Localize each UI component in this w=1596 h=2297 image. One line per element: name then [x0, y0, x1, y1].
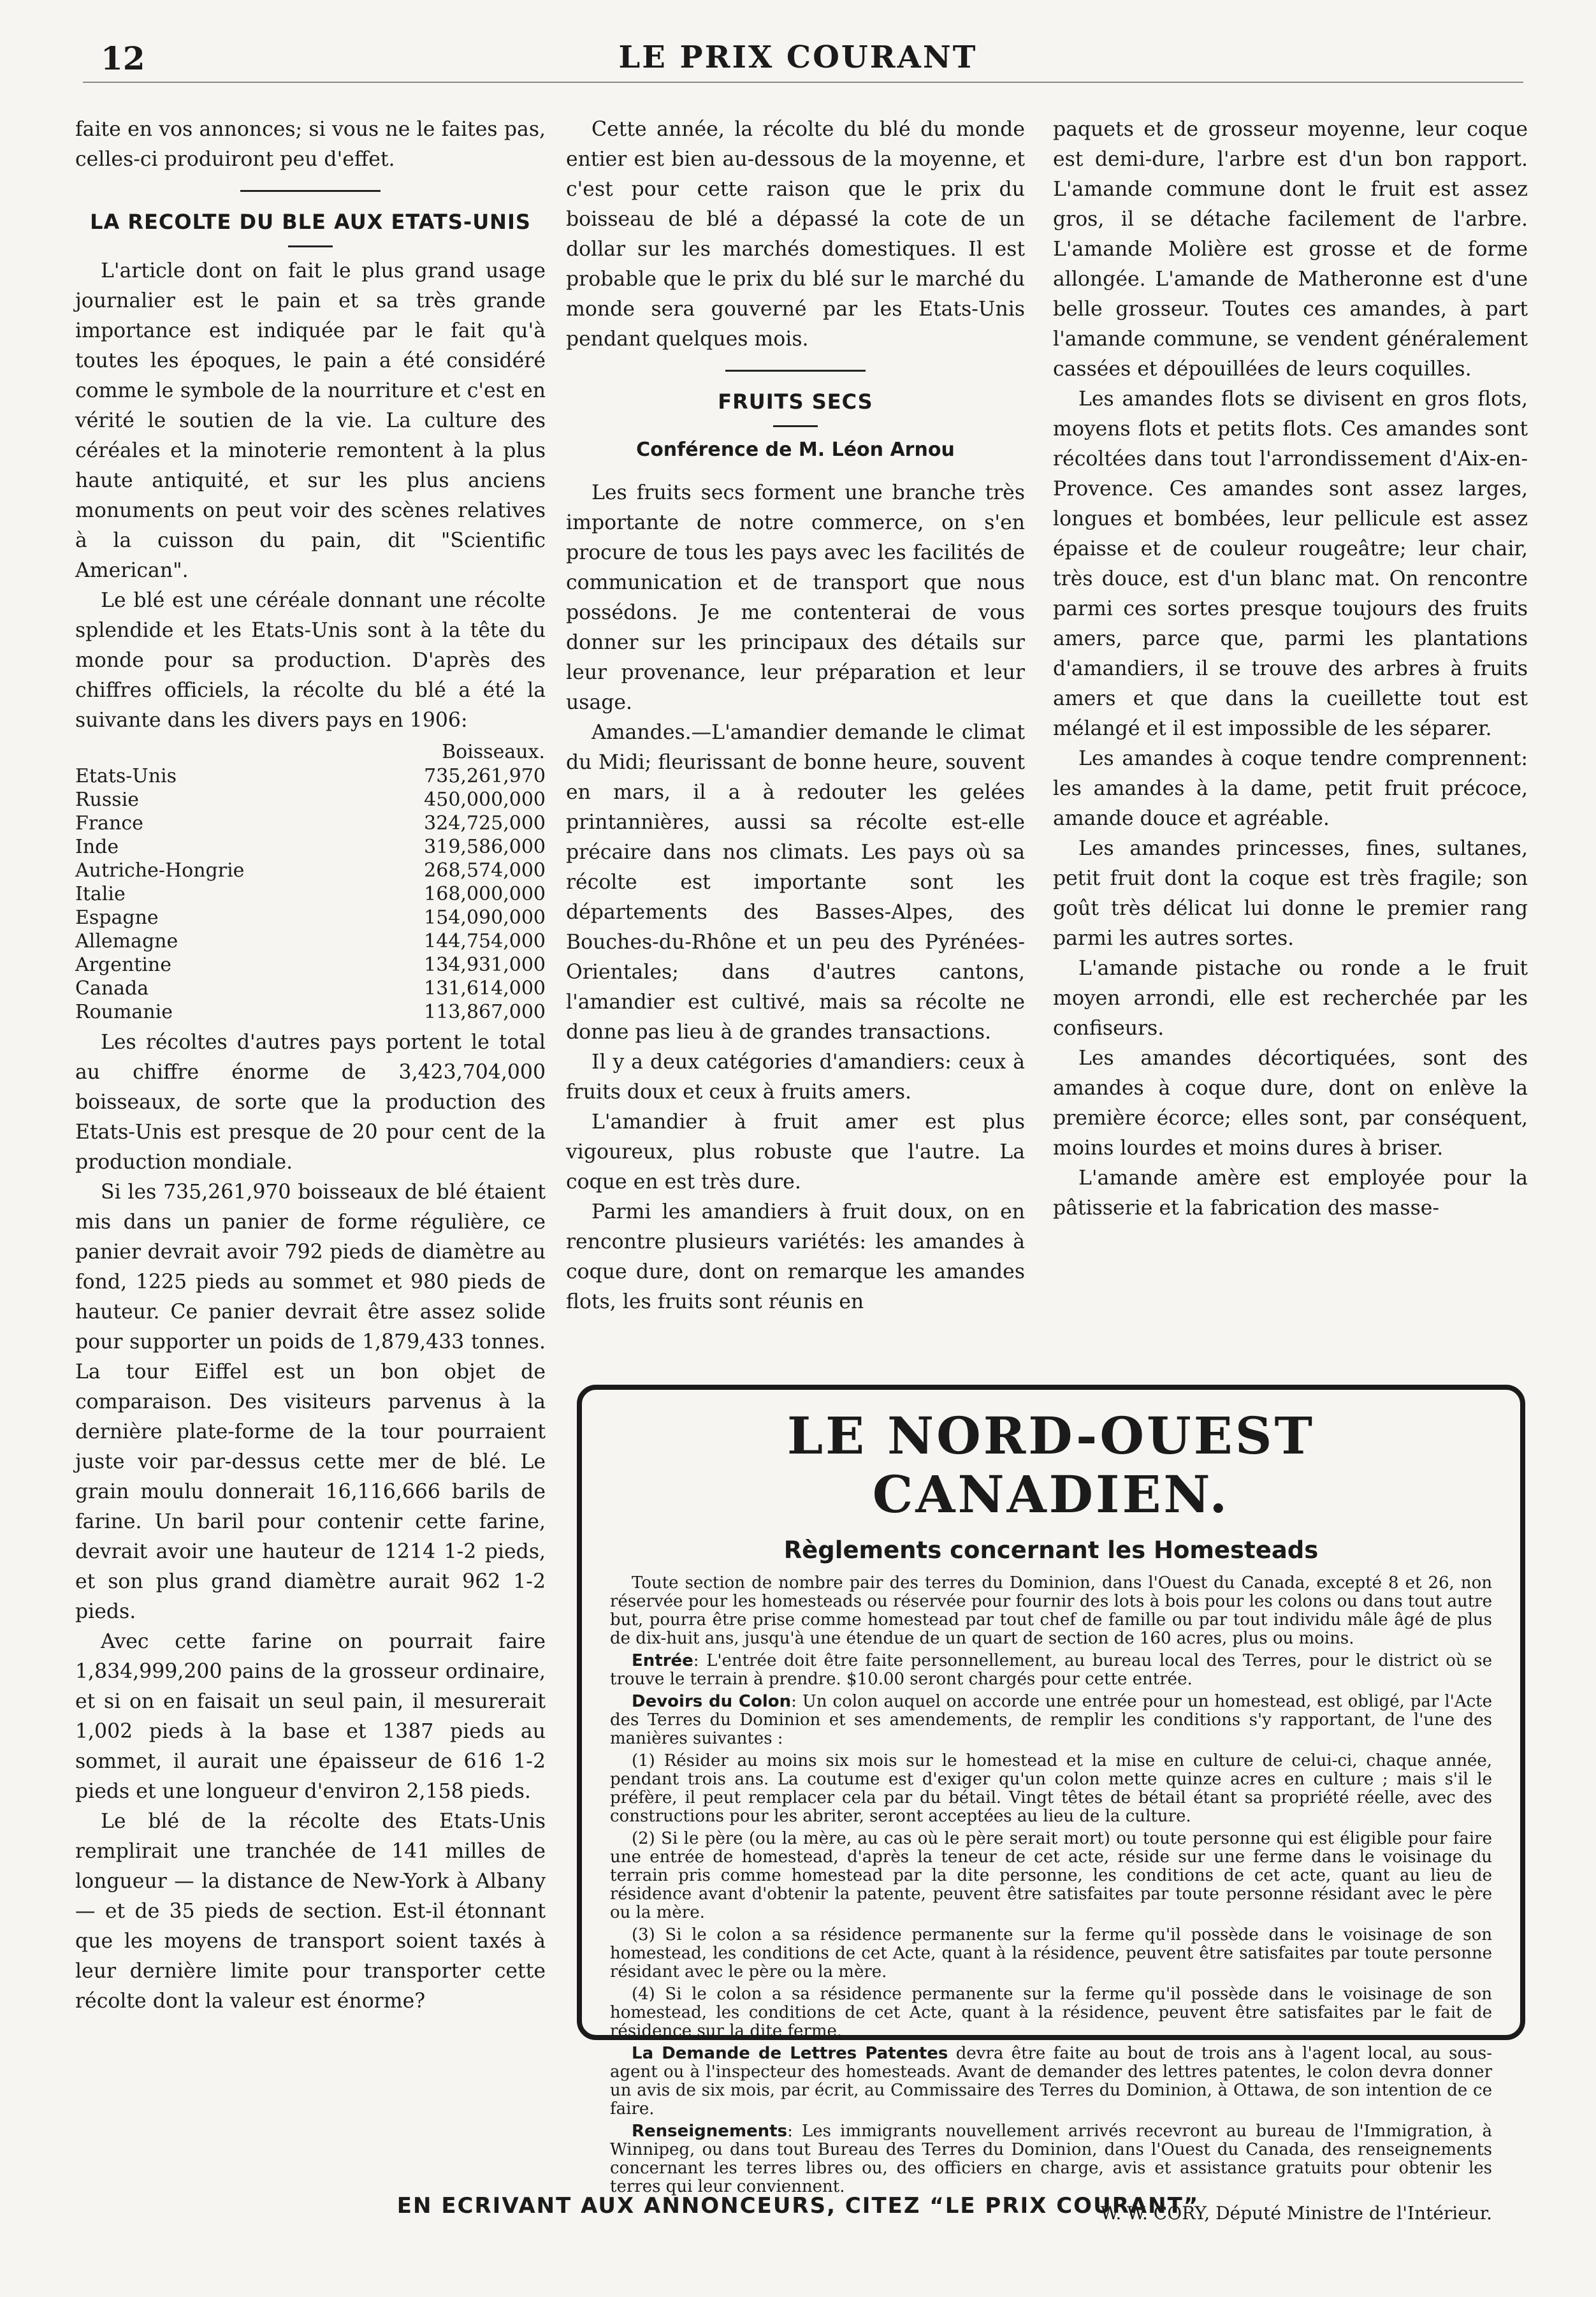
country-cell: Argentine	[75, 954, 172, 976]
ad-entree	[610, 1652, 1492, 1689]
value-cell: 144,754,000	[424, 930, 546, 952]
ad-devoirs-text: : Un colon auquel on accorde une entrée pour un homestead, est obligé, par l'Acte des Terres du Dominion et ses amendements, de remplir les conditions s'y rapportant, de l'une des manières suivantes :	[610, 1692, 1492, 1748]
section-divider	[725, 370, 866, 372]
country-cell: Etats-Unis	[75, 765, 177, 787]
article-paragraph: Les amandes décortiquées, sont des amandes à coque dure, dont on enlève la première écorce; elles sont, par conséquent, moins lourdes et moins dures à briser.	[1053, 1047, 1528, 1160]
title-rule	[288, 245, 333, 247]
table-row	[75, 812, 546, 835]
ad-devoirs	[610, 1693, 1492, 1748]
ad-signature: W. W. CORY, Député Ministre de l'Intérieur.	[1100, 2203, 1492, 2224]
ad-title: LE NORD-OUEST CANADIEN.	[787, 1406, 1316, 1524]
value-cell: 450,000,000	[424, 789, 546, 811]
header-rule	[83, 82, 1523, 83]
table-row	[75, 788, 546, 812]
section-title-fruits-secs: FRUITS SECS	[718, 390, 873, 414]
country-cell: Russie	[75, 789, 140, 811]
section-divider	[240, 190, 381, 192]
article-paragraph: L'article dont on fait le plus grand usage journalier est le pain et sa très grande importance est indiquée par le fait qu'à toutes les époques, le pain a été considéré comme le symbole de la nourriture et c'est en vérité le soutien de la vie. La culture des céréales et la minoterie remontent à la plus haute antiquité, et sur les plus anciens monuments on peut voir des scènes relatives à la cuisson du pain, dit "Scientific American".	[75, 259, 546, 582]
intro-paragraph: faite en vos annonces; si vous ne le faites pas, celles-ci produiront peu d'effet.	[75, 118, 546, 171]
article-paragraph: Il y a deux catégories d'amandiers: ceux à fruits doux et ceux à fruits amers.	[566, 1051, 1025, 1104]
article-paragraph: Les amandes à coque tendre comprennent: les amandes à la dame, petit fruit précoce, amande douce et agréable.	[1053, 747, 1528, 830]
table-row	[75, 859, 546, 882]
ad-body	[610, 1574, 1492, 2222]
ad-demande-text: devra être faite au bout de trois ans à l'agent local, au sous-agent ou à l'inspecteur des homesteads. Avant de demander des lettres patentes, le colon devra donner un avis de six mois, par écrit, au Commissaire des Terres du Dominion, à Ottawa, de son intention de ce faire.	[610, 2044, 1492, 2118]
article-paragraph: Les récoltes d'autres pays portent le total au chiffre énorme de 3,423,704,000 boisseaux, de sorte que la production des Etats-Unis est presque de 20 pour cent de la production mondiale.	[75, 1031, 546, 1174]
country-cell: Roumanie	[75, 1001, 173, 1023]
value-cell: 154,090,000	[424, 907, 546, 929]
masthead-title: LE PRIX COURANT	[618, 40, 978, 75]
footer-notice: EN ECRIVANT AUX ANNONCEURS, CITEZ “LE PRIX COURANT”	[396, 2193, 1200, 2219]
table-row	[75, 953, 546, 977]
table-row	[75, 764, 546, 788]
table-row	[75, 1000, 546, 1024]
table-row	[75, 882, 546, 906]
page-number: 12	[101, 40, 145, 77]
article-paragraph: Les amandes flots se divisent en gros flots, moyens flots et petits flots. Ces amandes sont récoltées dans tout l'arrondissement d'Aix-en-Provence. Ces amandes sont assez larges, longues et bombées, leur pellicule est assez épaisse et de couleur rougeâtre; leur chair, très douce, est d'un blanc mat. On rencontre parmi ces sortes presque toujours des fruits amers, parce que, parmi les plantations d'amandiers, il se trouve des arbres à fruits amers et que dans la cueillette tout est mélangé et il est impossible de les séparer.	[1053, 388, 1528, 740]
column-2	[566, 115, 1025, 1317]
country-cell: Autriche-Hongrie	[75, 859, 245, 882]
value-cell: 168,000,000	[424, 883, 546, 905]
ad-condition-item: (1) Résider au moins six mois sur le homestead et la mise en culture de celui-ci, chaque année, pendant trois ans. La coutume est d'exiger qu'un colon mette quinze acres en culture ; mais s'il le préfère, il peut remplacer cela par du bétail. Vingt têtes de bétail étant sa propriété réelle, avec des constructions pour les abriter, seront acceptées au lieu de la culture.	[610, 1751, 1492, 1826]
article-paragraph: Si les 735,261,970 boisseaux de blé étaient mis dans un panier de forme régulière, ce panier devrait avoir 792 pieds de diamètre au fond, 1225 pieds au sommet et 980 pieds de hauteur. Ce panier devrait être assez solide pour supporter un poids de 1,879,433 tonnes. La tour Eiffel est un bon objet de comparaison. Des visiteurs parvenus à la dernière plate-forme de la tour pourraient juste voir par-dessus cette mer de blé. Le grain moulu donnerait 16,116,666 barils de farine. Un baril pour contenir cette farine, devrait avoir une hauteur de 1214 1-2 pieds, et son plus grand diamètre aurait 962 1-2 pieds.	[75, 1181, 546, 1623]
ad-devoirs-label: Devoirs du Colon	[632, 1692, 792, 1711]
article-paragraph: Les amandes princesses, fines, sultanes, petit fruit dont la coque est très fragile; son goût très délicat lui donne le premier rang parmi les autres sortes.	[1053, 837, 1528, 950]
column-1	[75, 115, 546, 2016]
country-cell: Inde	[75, 836, 119, 858]
ad-condition-item: (4) Si le colon a sa résidence permanente sur la ferme qu'il possède dans le voisinage de son homestead, les conditions de cet Acte, quant à la résidence, peuvent être satisfaites par le fait de résidence sur la dite ferme.	[610, 1985, 1492, 2041]
value-cell: 113,867,000	[424, 1001, 546, 1023]
value-cell: 324,725,000	[424, 812, 546, 835]
value-cell: 319,586,000	[424, 836, 546, 858]
wheat-production-table	[75, 740, 546, 1024]
article-paragraph: Avec cette farine on pourrait faire 1,834,999,200 pains de la grosseur ordinaire, et si on en faisait un seul pain, il mesurerait 1,002 pieds à la base et 1387 pieds au sommet, il aurait une épaisseur de 616 1-2 pieds et une longueur d'environ 2,158 pieds.	[75, 1630, 546, 1803]
table-row	[75, 930, 546, 953]
table-row	[75, 835, 546, 859]
article-paragraph: L'amandier à fruit amer est plus vigoureux, plus robuste que l'autre. La coque en est très dure.	[566, 1111, 1025, 1193]
article-paragraph: L'amande amère est employée pour la pâtisserie et la fabrication des masse-	[1053, 1167, 1528, 1220]
value-cell: 134,931,000	[424, 954, 546, 976]
article-paragraph: Les fruits secs forment une branche très importante de notre commerce, on s'en procure de tous les pays avec les facilités de communication et de transport que nous possédons. Je me contenterai de vous donner sur les principaux des détails sur leur provenance, leur préparation et leur usage.	[566, 481, 1025, 714]
country-cell: Allemagne	[75, 930, 178, 952]
ad-renseignements-text: : Les immigrants nouvellement arrivés recevront au bureau de l'Immigration, à Winnipeg, ou dans tout Bureau des Terres du Dominion, dans l'Ouest du Canada, des renseignements concernant les terres libres ou, des officiers en charge, avis et assistance gratuits pour obtenir les terres qui leur conviennent.	[610, 2122, 1492, 2196]
article-paragraph: Le blé de la récolte des Etats-Unis remplirait une tranchée de 141 milles de longueur — la distance de New-York à Albany — et de 35 pieds de section. Est-il étonnant que les moyens de transport soient taxés à leur dernière limite pour transporter cette récolte dont la valeur est énorme?	[75, 1810, 546, 2013]
ad-condition-item: (2) Si le père (ou la mère, au cas où le père serait mort) ou toute personne qui est éligible pour faire une entrée de homestead, d'après la teneur de cet acte, réside sur une ferme dans le voisinage du terrain pris comme homestead par la dite personne, les conditions de cet acte, quant au lieu de résidence avant d'obtenir la patente, peuvent être satisfaites par toute personne résidant avec le père ou la mère.	[610, 1829, 1492, 1922]
ad-demande-label: La Demande de Lettres Patentes	[632, 2044, 948, 2063]
country-cell: Espagne	[75, 907, 159, 929]
country-cell: France	[75, 812, 143, 835]
ad-condition-item: (3) Si le colon a sa résidence permanente sur la ferme qu'il possède dans le voisinage de son homestead, les conditions de cet Acte, quant à la résidence, peuvent être satisfaites par toute personne résidant avec le père ou la mère.	[610, 1925, 1492, 1981]
title-rule	[773, 425, 818, 427]
article-paragraph: Cette année, la récolte du blé du monde entier est bien au-dessous de la moyenne, et c'est pour cette raison que le prix du boisseau de blé a dépassé la cote de un dollar sur les marchés domestiques. Il est probable que le prix du blé sur le marché du monde sera gouverné par les Etats-Unis pendant quelques mois.	[566, 118, 1025, 351]
table-unit-header: Boisseaux.	[442, 741, 545, 763]
ad-entree-label: Entrée	[632, 1651, 693, 1670]
value-cell: 268,574,000	[424, 859, 546, 882]
article-paragraph: paquets et de grosseur moyenne, leur coque est demi-dure, l'arbre est d'un bon rapport. L'amande commune dont le fruit est assez gros, il se détache facilement de l'arbre. L'amande Molière est grosse et de forme allongée. L'amande de Matheronne est d'une belle grosseur. Toutes ces amandes, à part l'amande commune, se vendent généralement cassées et dépouillées de leurs coquilles.	[1053, 118, 1528, 381]
article-paragraph: Parmi les amandiers à fruit doux, on en rencontre plusieurs variétés: les amandes à coque dure, dont on remarque les amandes flots, les fruits sont réunis en	[566, 1200, 1025, 1313]
country-cell: Italie	[75, 883, 126, 905]
ad-renseignements	[610, 2122, 1492, 2196]
ad-intro: Toute section de nombre pair des terres du Dominion, dans l'Ouest du Canada, excepté 8 et 26, non réservée pour les homesteads ou réservée pour fournir des lots à bois pour les colons ou dans tout autre but, pourra être prise comme homestead par tout chef de famille ou par tout individu mâle âgé de plus de dix-huit ans, jusqu'à une étendue de un quart de section de 160 acres, plus ou moins.	[610, 1573, 1492, 1648]
ad-renseignements-label: Renseignements	[632, 2122, 788, 2141]
table-row	[75, 906, 546, 930]
article-paragraph: Le blé est une céréale donnant une récolte splendide et les Etats-Unis sont à la tête du monde pour sa production. D'après des chiffres officiels, la récolte du blé a été la suivante dans les divers pays en 1906:	[75, 589, 546, 732]
value-cell: 131,614,000	[424, 977, 546, 1000]
country-cell: Canada	[75, 977, 149, 1000]
value-cell: 735,261,970	[424, 765, 546, 787]
section-title-recolte: LA RECOLTE DU BLE AUX ETATS-UNIS	[90, 210, 531, 234]
column-3	[1053, 115, 1528, 1223]
article-paragraph: L'amande pistache ou ronde a le fruit moyen arrondi, elle est recherchée par les confiseurs.	[1053, 957, 1528, 1040]
article-paragraph: Amandes.—L'amandier demande le climat du Midi; fleurissant de bonne heure, souvent en mars, il a à redouter les gelées printannières, aussi sa récolte est-elle précaire dans nos climats. Les pays où sa récolte est importante sont les départements des Basses-Alpes, des Bouches-du-Rhône et un peu des Pyrénées-Orientales; dans d'autres cantons, l'amandier est cultivé, mais sa récolte ne donne pas lieu à de grandes transactions.	[566, 721, 1025, 1044]
conference-subtitle: Conférence de M. Léon Arnou	[636, 439, 955, 461]
ad-subtitle: Règlements concernant les Homesteads	[783, 1536, 1319, 1564]
ad-entree-text: : L'entrée doit être faite personnellement, au bureau local des Terres, pour le district où se trouve le terrain à prendre. $10.00 seront chargés pour cette entrée.	[610, 1651, 1492, 1689]
ad-demande	[610, 2045, 1492, 2118]
table-row	[75, 977, 546, 1000]
